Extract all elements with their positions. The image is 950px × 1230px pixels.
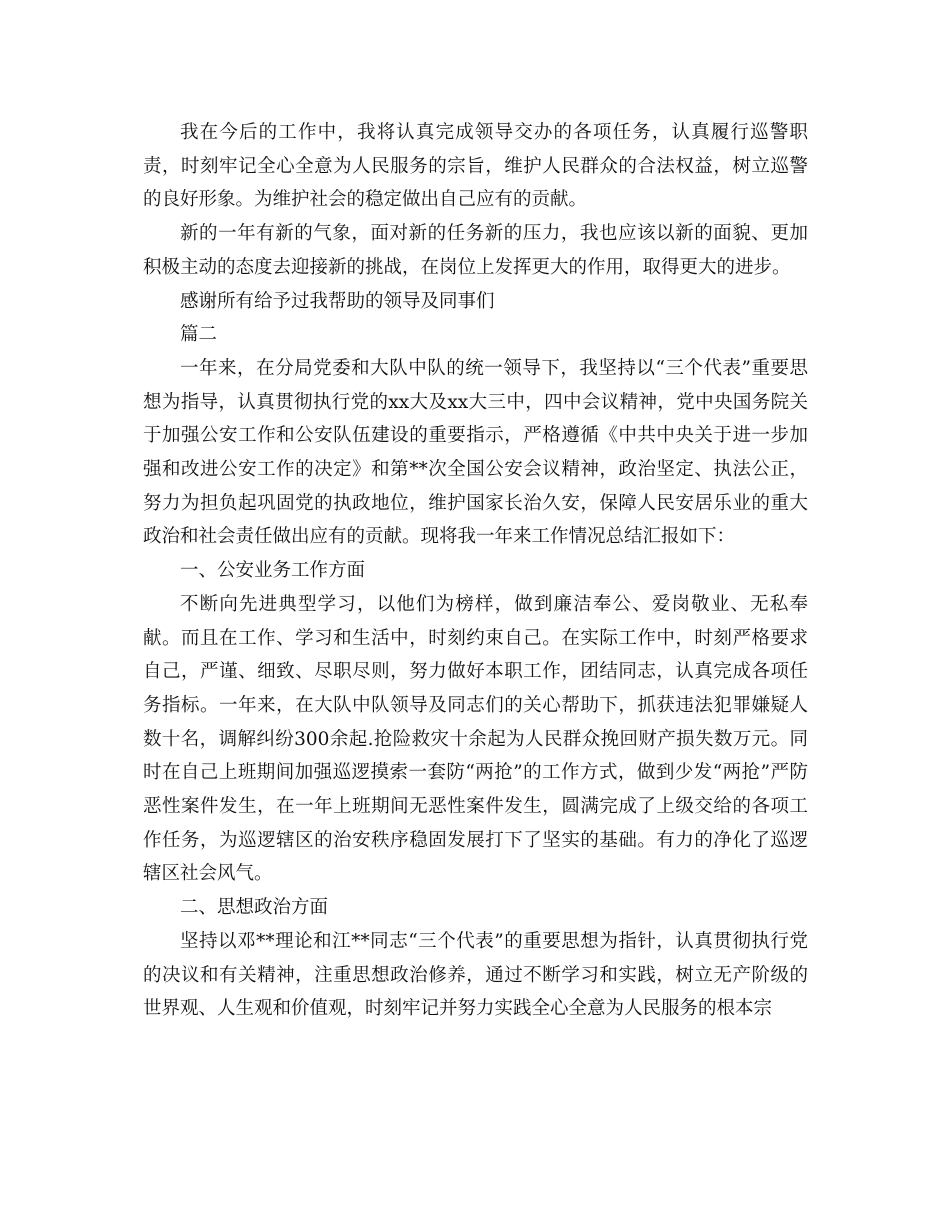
section-heading-political-thought: 二、思想政治方面 <box>180 897 329 919</box>
paragraph-new-year: 新的一年有新的气象，面对新的任务新的压力，我也应该以新的面貌、更加积极主动的态度去迎接新的挑战，在岗位上发挥更大的作用，取得更大的进步。 <box>143 223 808 278</box>
section-heading-police-work: 一、公安业务工作方面 <box>180 560 366 582</box>
document-page <box>143 116 808 1026</box>
paragraph-commitment: 我在今后的工作中，我将认真完成领导交办的各项任务，认真履行巡警职责，时刻牢记全心全意为人民服务的宗旨，维护人民群众的合法权益，树立巡警的良好形象。为维护社会的稳定做出自己应有的贡献。 <box>143 122 808 211</box>
paragraph-thanks: 感谢所有给予过我帮助的领导及同事们 <box>180 290 495 312</box>
paragraph-intro: 一年来，在分局党委和大队中队的统一领导下，我坚持以“三个代表”重要思想为指导，认真贯彻执行党的xx大及xx大三中，四中会议精神，党中央国务院关于加强公安工作和公安队伍建设的重要指示，严格遵循《中共中央关于进一步加强和改进公安工作的决定》和第**次全国公安会议精神，政治坚定、执法公正，努力为担负起巩固党的执政地位，维护国家长治久安，保障人民安居乐业的重大政治和社会责任做出应有的贡献。现将我一年来工作情况总结汇报如下： <box>143 357 808 548</box>
paragraph-police-work: 不断向先进典型学习，以他们为榜样，做到廉洁奉公、爱岗敬业、无私奉献。而且在工作、学习和生活中，时刻约束自己。在实际工作中，时刻严格要求自己，严谨、细致、尽职尽则，努力做好本职工作，团结同志，认真完成各项任务指标。一年来，在大队中队领导及同志们的关心帮助下，抓获违法犯罪嫌疑人数十名，调解纠纷300余起.抢险救灾十余起为人民群众挽回财产损失数万元。同时在自己上班期间加强巡逻摸索一套防“两抢”的工作方式，做到少发“两抢”严防恶性案件发生，在一年上班期间无恶性案件发生，圆满完成了上级交给的各项工作任务，为巡逻辖区的治安秩序稳固发展打下了坚实的基础。有力的净化了巡逻辖区社会风气。 <box>143 593 808 885</box>
paragraph-political-thought: 坚持以邓**理论和江**同志“三个代表”的重要思想为指针，认真贯彻执行党的决议和有关精神，注重思想政治修养，通过不断学习和实践，树立无产阶级的世界观、人生观和价值观，时刻牢记并努力实践全心全意为人民服务的根本宗 <box>143 930 808 1020</box>
section-title-part-two: 篇二 <box>180 324 218 346</box>
